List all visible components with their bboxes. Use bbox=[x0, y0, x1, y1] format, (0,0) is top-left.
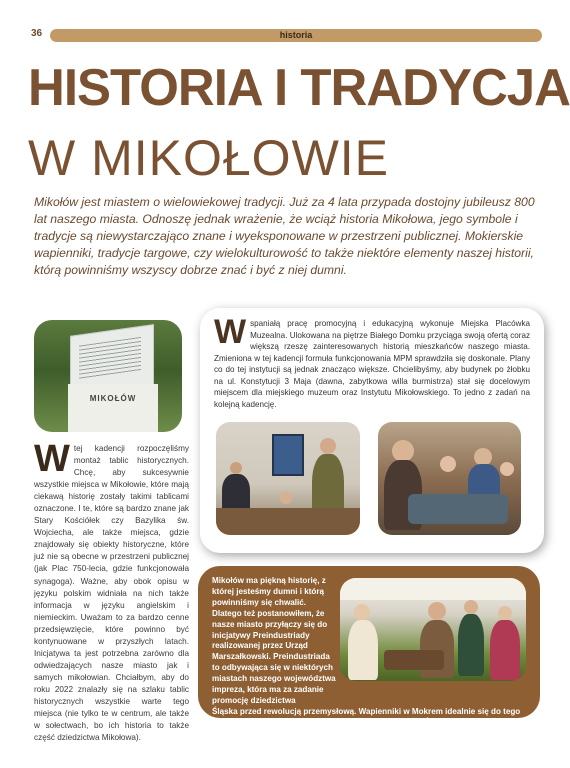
photo-museum-exhibit bbox=[216, 422, 360, 535]
lead-paragraph: Mikołów jest miastem o wielowiekowej tradycji. Już za 4 lata przypada dostojny jubileusz 800 lat naszego miasta. Odnoszę jednak wrażenie, że wciąż historia Mikołowa, jego symbole i tradycje są niewystarczająco znane i wyeksponowane w przestrzeni publicznej. Mokierskie wapienniki, tradycje targowe, czy wielokulturowość to także niektóre elementy naszej historii, którą powinniśmy wszyscy dobrze znać i być z niej dumni. bbox=[34, 195, 535, 277]
museum-card-text-block bbox=[214, 313, 530, 410]
board-plinth bbox=[68, 384, 158, 432]
museum-card-text: spaniałą pracę promocyjną i edukacyjną wykonuje Miejska Placówka Muzealna. Ulokowana na piętrze Białego Domku przyciąga swoją ofertą coraz większą rzeszę zainteresowanych historią mieszkańców naszego miasta. Zmieniona w tej kadencji formuła funkcjonowania MPM sprawdziła się doskonale. Plany co do tej instytucji są jednak znacząco większe. Chcielibyśmy, aby budynek po żłobku na ul. Konstytucji 3 Maja (dawna, zabytkowa willa burmistrza) stał się docelowym miejscem dla miejskiego muzeum oraz Instytutu Mikołowskiego. To jedno z zadań na kolejną kadencję. bbox=[214, 319, 530, 409]
dropcap: W bbox=[34, 438, 70, 480]
preindustriada-text-narrow: Mikołów ma piękną historię, z której jesteśmy dumni i którą powinniśmy się chwalić. Dlatego też postanowiłem, że nasze miasto przyłączy się do inicjatywy Preindustriady realizowanej przez Urząd Marszałkowski. Preindustriada to odbywająca się w niektórych miastach naszego województwa impreza, która ma za zadanie promocję dziedzictwa bbox=[212, 576, 336, 705]
page-title: HISTORIA I TRADYCJA bbox=[28, 59, 570, 117]
section-label: historia bbox=[279, 30, 313, 40]
photo-preindustriada-festival bbox=[340, 578, 526, 681]
photo-children-workshop bbox=[378, 422, 521, 535]
board-label: MIKOŁÓW bbox=[89, 394, 137, 403]
preindustriada-text-wide: Śląska przed rewolucją przemysłową. Wapienniki w Mokrem idealnie się do tego nadają i już od kilku lat przyciągają setki mieszkańców Śląska, którzy chcą poznać ich historię, historię Mikołowa i spędzić wspaniały dzień bbox=[212, 706, 521, 738]
photo-history-board bbox=[34, 320, 182, 432]
section-bar bbox=[50, 29, 542, 42]
page-number: 36 bbox=[31, 28, 43, 39]
dropcap: W bbox=[214, 313, 247, 351]
page-subtitle: W MIKOŁOWIE bbox=[28, 130, 389, 186]
left-column-article bbox=[34, 438, 189, 744]
left-column-text: tej kadencji rozpoczęliśmy montaż tablic historycznych. Chcę, aby sukcesywnie wszystkie miejsca w Mikołowie, które mają ciekawą historię zostały takimi tablicami oznaczone. I te, które są bardzo znane jak Stary Kościółek czy Bazylika św. Wojciecha, ale także miejsca, gdzie znajdowały się obiekty historyczne, które już nie są obecne w przestrzeni publicznej (jak Plac 750-lecia, gdzie funkcjonowała synagoga). Ważne, aby obok opisu w języku polskim widniała na nich także informacja w języku angielskim i niemieckim. Uważam to za bardzo cenne przedsięwzięcie, które powinno być kontynuowane w przyszłych latach. Inicjatywa ta jest potrzebna zarówno dla odwiedzających nasze miasto jak i samych mikołowian. Chciałbym, aby do roku 2022 znalazły się na szlaku tablic historycznych wszystkie warte tego miejsca (nie tylko te w centrum, ale także w sołectwach, bo ich historia to także część dziedzictwa Mikołowa). bbox=[34, 444, 189, 743]
